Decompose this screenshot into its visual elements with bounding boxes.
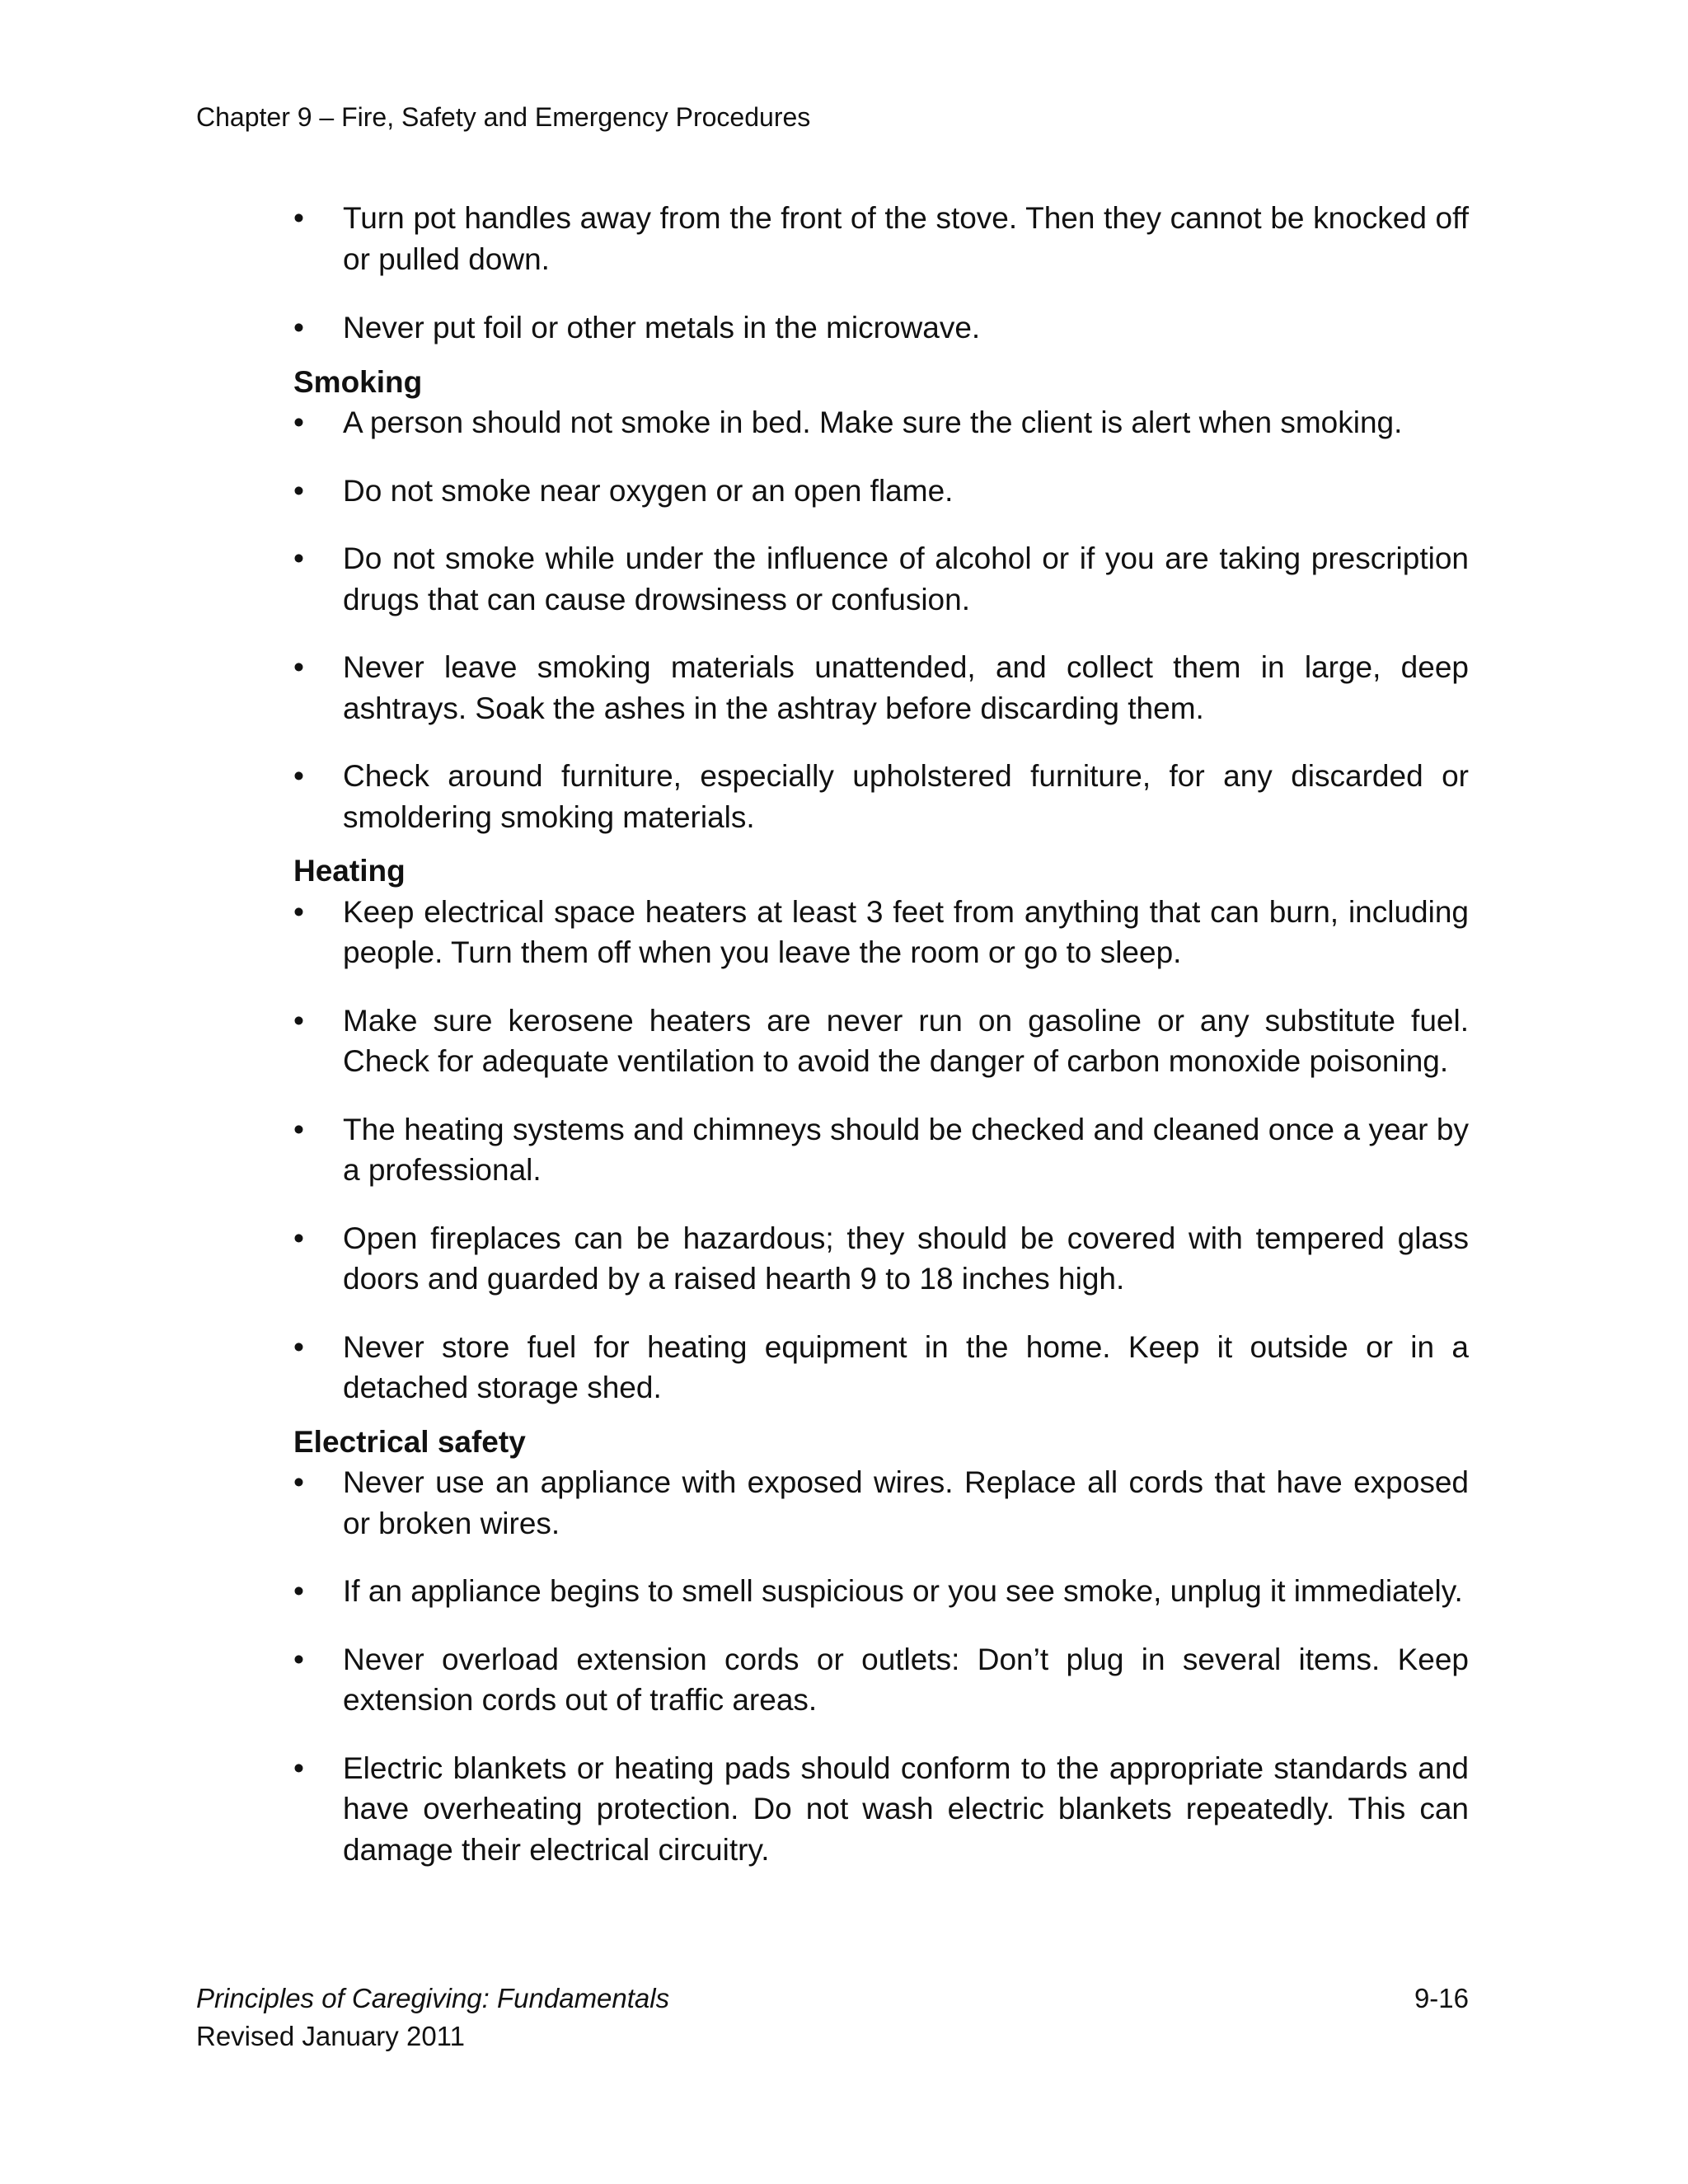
bullet-icon: • [293,1221,304,1255]
list-item-text: Never overload extension cords or outlets: Don’t plug in several items. Keep extension cords out of traffic areas. [343,1642,1469,1717]
list-item [293,307,1469,349]
section-heading-electrical-safety: Electrical safety [293,1424,526,1459]
list-item [293,1571,1469,1612]
list-item [293,1109,1469,1191]
list-item-text: Do not smoke near oxygen or an open flame. [343,473,954,508]
page-footer [196,1980,669,2055]
footer-book-title: Principles of Caregiving: Fundamentals [196,1983,670,2013]
list-item-text: Make sure kerosene heaters are never run on gasoline or any substitute fuel. Check for adequate ventilation to avoid the danger of carbon monoxide poisoning. [343,1003,1469,1078]
list-item [293,1218,1469,1300]
bullet-icon: • [293,311,304,344]
list-item-text: Electric blankets or heating pads should conform to the appropriate standards and have overheating protection. Do not wash electric blankets repeatedly. This can damage their electrical circuitry. [343,1750,1469,1867]
page-content [293,198,1469,1897]
list-item-text: A person should not smoke in bed. Make sure the client is alert when smoking. [343,405,1403,439]
list-item-text: Never leave smoking materials unattended, and collect them in large, deep ashtrays. Soak the ashes in the ashtray before discarding them. [343,650,1469,725]
list-item [293,647,1469,729]
list-item [293,756,1469,837]
list-item [293,1327,1469,1408]
bullet-icon: • [293,1003,304,1038]
list-item [293,1462,1469,1544]
bullet-icon: • [293,1329,304,1364]
section-heading-smoking: Smoking [293,364,423,399]
bullet-icon: • [293,1642,304,1676]
list-item-text: Open fireplaces can be hazardous; they should be covered with tempered glass doors and guarded by a raised hearth 9 to 18 inches high. [343,1221,1469,1296]
list-item [293,402,1469,443]
footer-revised-date: Revised January 2011 [196,2021,465,2051]
bullet-icon: • [293,1465,304,1499]
list-item-text: The heating systems and chimneys should be checked and cleaned once a year by a professional. [343,1112,1469,1187]
bullet-icon: • [293,1750,304,1785]
list-item [293,1748,1469,1871]
page-number: 9-16 [1414,1983,1469,2013]
bullet-icon: • [293,473,304,508]
list-item [293,198,1469,279]
bullet-icon: • [293,201,304,235]
bullet-icon: • [293,759,304,793]
list-item [293,471,1469,512]
list-item [293,892,1469,973]
list-item-text: Never put foil or other metals in the microwave. [343,311,981,344]
list-item-text: Do not smoke while under the influence of alcohol or if you are taking prescription drugs that can cause drowsiness or confusion. [343,541,1469,616]
list-item [293,538,1469,620]
bullet-icon: • [293,650,304,684]
section-heading-heating: Heating [293,854,406,888]
list-item [293,1001,1469,1082]
list-item-text: Keep electrical space heaters at least 3 feet from anything that can burn, including people. Turn them off when you leave the room or go to sleep. [343,894,1469,969]
bullet-icon: • [293,405,304,439]
bullet-icon: • [293,1574,304,1608]
list-item-text: If an appliance begins to smell suspicious or you see smoke, unplug it immediately. [343,1574,1463,1608]
list-item-text: Never use an appliance with exposed wires. Replace all cords that have exposed or broken wires. [343,1465,1469,1540]
bullet-icon: • [293,541,304,575]
bullet-icon: • [293,894,304,929]
list-item-text: Turn pot handles away from the front of the stove. Then they cannot be knocked off or pulled down. [343,201,1469,276]
running-header: Chapter 9 – Fire, Safety and Emergency Procedures [196,102,811,132]
list-item [293,1639,1469,1721]
list-item-text: Check around furniture, especially upholstered furniture, for any discarded or smoldering smoking materials. [343,759,1469,834]
list-item-text: Never store fuel for heating equipment in the home. Keep it outside or in a detached storage shed. [343,1329,1469,1404]
bullet-icon: • [293,1112,304,1146]
